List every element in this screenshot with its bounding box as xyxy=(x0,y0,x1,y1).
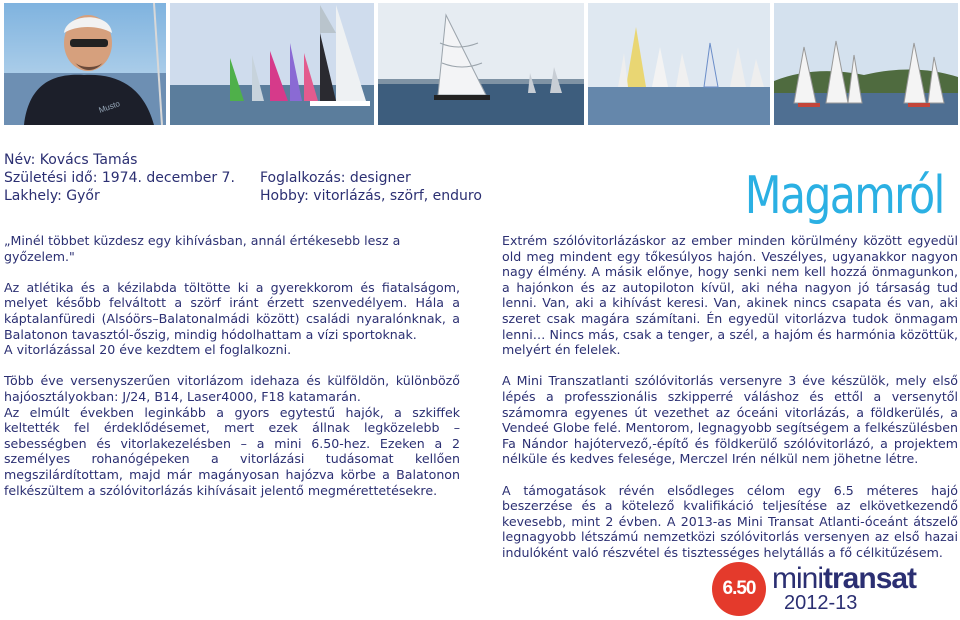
paragraph: Az atlétika és a kézilabda töltötte ki a gyerekkorom és fiatalságom, melyet később felváltott a szörf iránt érzett szenvedélyem. Hála a káptalanfüredi (Alsóörs–Balatonalmádi között) családi nyaralónknak, a Balatonon tavasztól-őszig, mindig hódolhattam a vízi sportoknak. xyxy=(4,279,460,342)
logo-wordmark xyxy=(772,564,916,594)
paragraph: A támogatások révén elsődleges célom egy 6.5 méteres hajó beszerzése és a kötelező kvalifikáció teljesítése az elkövetkezendő kevesebb, mint 2 évben. A 2013-as Mini Transat Atlanti-óceánt átszelő legnagyobb létszámú nemzetközi szólóvitorlás versenyen az első hazai indulóként való részvétel és tisztességes helytállás a fő célkitűzésem. xyxy=(502,482,958,560)
profile-info-left xyxy=(4,151,235,205)
profile-info-right xyxy=(260,169,482,205)
regatta-colorful-sails-photo xyxy=(170,3,374,125)
paragraph: Az elmúlt években leginkább a gyors egytestű hajók, a szkiffek keltették fel érdeklődésemet, mert ezek állnak legközelebb – sebességben és vitorlakezelésben – a mini 6.50-hez. Ezeken a 2 személyes rohanógépeken a vitorlázási tudásomat kellően megszilárdítottam, majd már magányosan hajózva körbe a Balatonon felkészültem a szólóvitorlázás kihívásait jelentő megmérettetésekre. xyxy=(4,404,460,498)
paragraph: A Mini Transzatlanti szólóvitorlás versenyre 3 éve készülök, mely első lépés a professzionális szkipperré váláshoz és ettől a versenytől számomra egyenes út vezethet az óceáni vitorlázás, a földkerülés, a Vendeé Globe felé. Mentorom, legnagyobb segítségem a felkészülésben Fa Nándor hajótervező,-építő és földkerülő szólóvitorlázó, a projektem nélküle és kedves felesége, Merczel Irén nélkül nem jöhetne létre. xyxy=(502,373,958,467)
profile-hobby: Hobby: vitorlázás, szörf, enduro xyxy=(260,188,482,204)
photo-strip xyxy=(0,0,960,128)
profile-occupation: Foglalkozás: designer xyxy=(260,170,411,186)
logo-year: 2012-13 xyxy=(784,592,858,614)
quote: „Minél többet küzdesz egy kihívásban, annál értékesebb lesz a győzelem." xyxy=(4,233,401,264)
left-column xyxy=(4,233,460,514)
sailboat-fleet-photo xyxy=(588,3,770,125)
paragraph: Extrém szólóvitorlázáskor az ember minden körülmény között egyedül old meg mindent egy tőkesúlyos hajón. Veszélyes, ugyanakkor nagyon nagy élmény. A másik előnye, hogy senki nem kell hozzá önmagunkon, a hajónkon és az autopiloton kívül, aki néha nagyon jó társaság tud lenni. Van, aki a kihívást keresi. Van, akinek nincs csapata és van, aki szeret csak magára számítani. Én egyedül vitorlázva tudok önmagam lenni… Nincs más, csak a tenger, a szél, a hajóm és harmónia közöttük, melyért én felelek. xyxy=(502,233,958,358)
portrait-photo xyxy=(4,3,166,125)
logo-word-light: mini xyxy=(772,562,824,595)
logo-word-bold: transat xyxy=(823,562,917,595)
paragraph: A vitorlázással 20 éve kezdtem el foglalkozni. xyxy=(4,342,292,358)
sailboat-close-photo xyxy=(378,3,584,125)
profile-name: Név: Kovács Tamás xyxy=(4,152,138,168)
profile-birth: Születési idő: 1974. december 7. xyxy=(4,170,235,186)
minitransat-logo xyxy=(712,562,924,616)
page-title: Magamról xyxy=(744,166,944,226)
profile-residence: Lakhely: Győr xyxy=(4,188,100,204)
paragraph: Több éve versenyszerűen vitorlázom idehaza és külföldön, különböző hajóosztályokban: J/24, B14, Laser4000, F18 katamarán. xyxy=(4,373,460,404)
right-column xyxy=(502,233,958,576)
svg-text:Musto: Musto xyxy=(97,98,122,115)
sailboat-fleet-shore-photo xyxy=(774,3,958,125)
logo-badge: 6.50 xyxy=(712,562,766,616)
